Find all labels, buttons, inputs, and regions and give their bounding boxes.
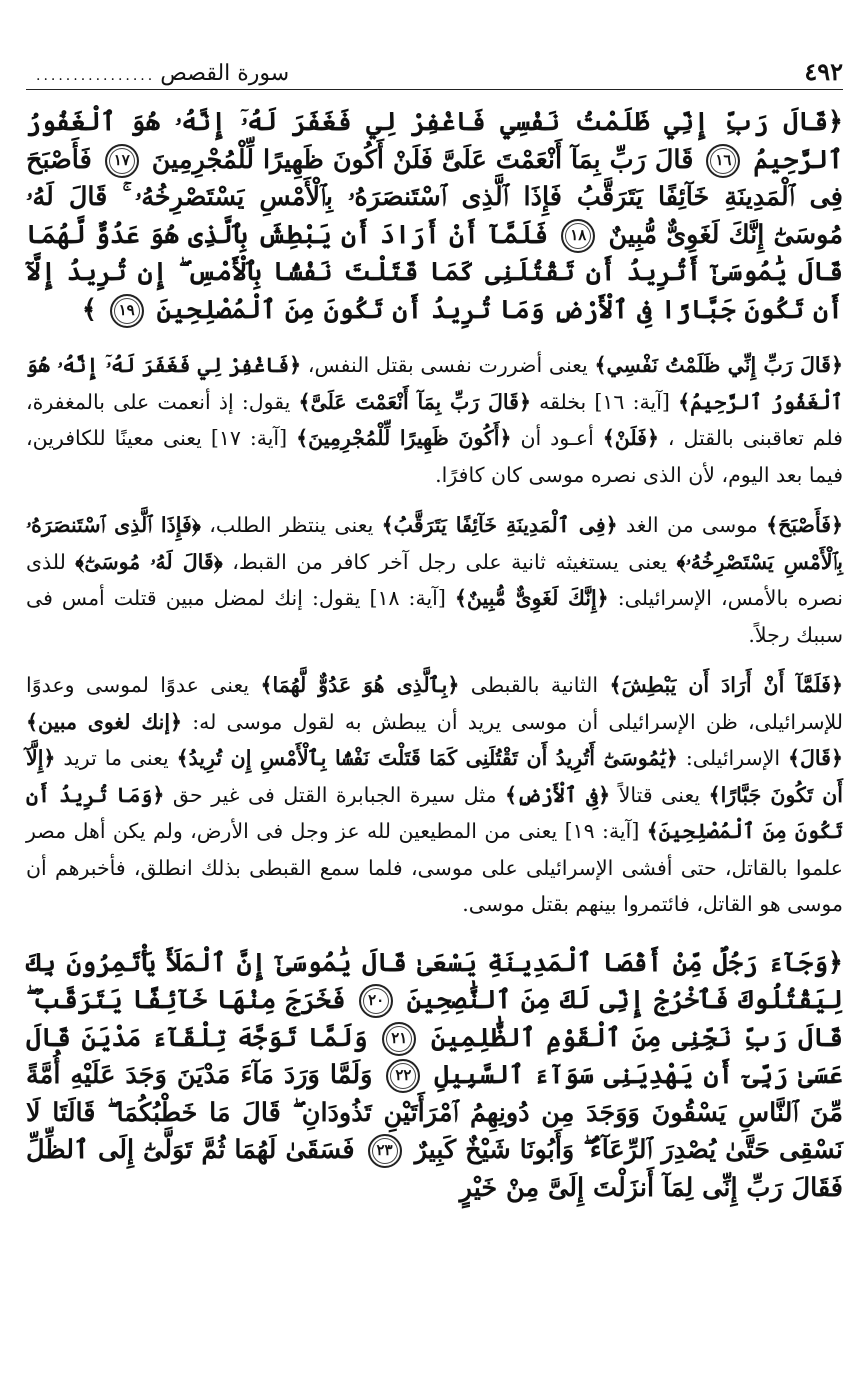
quran-verse-text: فَلَمَّآ أَنْ أَرَادَ أَن يَبْطِشَ بِٱلَّذِى هُوَ عَدُوٌّ لَّهُمَا قَالَ يَٰمُوسَىٰٓ أَتُرِيدُ أَن تَقْتُلَنِى كَمَا قَتَلْتَ نَفْسًۢا بِٱلْأَمْسِ ۖ إِن تُرِيدُ إِلَّآ أَن تَكُونَ جَبَّارًا فِى ٱلْأَرْضِ وَمَا تُرِيدُ أَن تَكُونَ مِنَ ٱلْمُصْلِحِينَ	[26, 219, 843, 325]
commentary-text: يعنى قتالاً	[610, 782, 709, 807]
quoted-verse: ﴿قَالَ لَهُۥ مُوسَىٰٓ﴾	[75, 549, 223, 574]
commentary-text: يعنى يستغيثه ثانية على رجل آخر كافر من القبط،	[222, 549, 677, 574]
quoted-verse: ﴿فَاغْفِرْ لِي فَغَفَرَ لَهُۥٓ إِنَّهُۥ هُوَ ٱلْغَفُورُ ٱلرَّحِيمُ﴾	[26, 353, 844, 414]
quran-verses-bottom	[26, 945, 843, 1208]
quran-verse-text: فَخَرَجَ مِنْهَا خَآئِفًا يَتَرَقَّبُ ۖ قَالَ رَبِّ نَجِّنِى مِنَ ٱلْقَوْمِ ٱلظَّٰلِمِينَ	[26, 985, 843, 1053]
commentary-text: يعنى ينتظر الطلب،	[200, 513, 382, 537]
book-page	[26, 52, 843, 1207]
quran-verse-text: وَلَمَّا تَوَجَّهَ تِلْقَآءَ مَدْيَنَ قَالَ عَسَىٰ رَبِّىٓ أَن يَهْدِيَنِى سَوَآءَ ٱلسَّبِيلِ	[26, 1022, 843, 1090]
quoted-verse: ﴿فِى ٱلْمَدِينَةِ خَآئِفًا يَتَرَقَّبُ﴾	[381, 513, 618, 537]
quoted-verse: ﴿قَالَ رَبِّ إِنِّي ظَلَمْتُ نَفْسِي﴾	[594, 353, 843, 377]
commentary-text: أعـود أن	[511, 426, 603, 450]
ayah-number-marker: ١٦	[706, 144, 740, 178]
ayah-number-marker: ٢١	[382, 1022, 416, 1056]
quoted-verse: ﴿إنك لغوى مبين﴾	[26, 709, 183, 734]
quoted-verse: ﴿فَإِذَا ٱلَّذِى ٱسْتَنصَرَهُۥ بِٱلْأَمْسِ يَسْتَصْرِخُهُۥ﴾	[26, 513, 843, 574]
quoted-verse: ﴿يَٰمُوسَىٰٓ أَتُرِيدُ أَن تَقْتُلَنِى كَمَا قَتَلْتَ نَفْسًۢا بِٱلْأَمْسِ إِن تُرِيدُ﴾	[176, 746, 678, 770]
quoted-verse: ﴿فَلَمَّآ أَنْ أَرَادَ أَن يَبْطِشَ﴾	[609, 673, 843, 697]
tafsir-paragraph-1	[26, 347, 843, 493]
ayah-number-marker: ١٨	[561, 219, 595, 253]
ayah-number-marker: ٢٠	[359, 984, 393, 1018]
ayah-number-marker: ٢٢	[386, 1059, 420, 1093]
tafsir-paragraph-2	[26, 507, 843, 653]
quoted-verse: ﴿وَمَا تُرِيدُ أَن تَكُونَ مِنَ ٱلْمُصْلِحِينَ﴾	[26, 782, 843, 843]
quoted-verse: ﴿فِى ٱلْأَرْضِ﴾	[504, 782, 611, 807]
quoted-verse: ﴿إِلَّآ أَن تَكُونَ جَبَّارًا﴾	[26, 746, 843, 807]
commentary-text: مثل سيرة الجبابرة القتل فى غير حق	[164, 782, 505, 807]
quran-verse-text: قَالَ رَبِّ بِمَآ أَنْعَمْتَ عَلَىَّ فَلَنْ أَكُونَ ظَهِيرًا لِّلْمُجْرِمِينَ	[142, 144, 694, 175]
commentary-text: الإسرائيلى:	[677, 746, 788, 770]
quoted-verse: ﴿إِنَّكَ لَغَوِىٌّ مُّبِينٌ﴾	[454, 586, 609, 610]
quoted-verse: ﴿قَالَ رَبِّ بِمَآ أَنْعَمْتَ عَلَىَّ﴾	[298, 389, 531, 414]
quran-verses-top	[26, 104, 843, 329]
ayah-number-marker: ١٧	[105, 144, 139, 178]
commentary-text: الثانية بالقبطى	[459, 673, 610, 697]
page-header	[26, 52, 843, 90]
quoted-verse: ﴿فَأَصْبَحَ﴾	[766, 513, 844, 537]
quoted-verse: ﴿بِٱلَّذِى هُوَ عَدُوٌّ لَّهُمَا﴾	[260, 673, 460, 697]
commentary-text: يعنى أضررت نفسى بقتل النفس،	[301, 353, 595, 377]
commentary-text: [آية: ١٦] بخلقه	[530, 389, 679, 414]
quoted-verse: ﴿فَلَنْ﴾	[602, 426, 659, 450]
ayah-number-marker: ١٩	[110, 294, 144, 328]
commentary-text: [آية: ١٨] يقول: إنك لمضل مبين قتلت أمس فى سببك رجلاً.	[26, 586, 843, 647]
commentary-text: للذى نصره بالأمس، الإسرائيلى:	[26, 549, 843, 610]
ayah-number-marker: ٢٣	[368, 1134, 402, 1168]
quran-verse-text: فَسَقَىٰ لَهُمَا ثُمَّ تَوَلَّىٰٓ إِلَى ٱلظِّلِّ فَقَالَ رَبِّ إِنِّى لِمَآ أَنزَلْتَ إِلَىَّ مِنْ خَيْرٍ	[26, 1135, 843, 1203]
commentary-text: يعنى عدوًا لموسى وعدوًا للإسرائيلى، ظن الإسرائيلى أن موسى يريد أن يبطش به لقول موسى له:	[26, 673, 843, 734]
quran-verse-text: ﴿وَجَآءَ رَجُلٌ مِّنْ أَقْصَا ٱلْمَدِينَةِ يَسْعَىٰ قَالَ يَٰمُوسَىٰٓ إِنَّ ٱلْمَلَأَ يَأْتَمِرُونَ بِكَ لِيَقْتُلُوكَ فَٱخْرُجْ إِنِّى لَكَ مِنَ ٱلنَّٰصِحِينَ	[26, 947, 843, 1015]
header-dots: ................	[36, 67, 156, 84]
quoted-verse: ﴿قَالَ﴾	[788, 746, 843, 770]
header-right	[26, 61, 289, 86]
page-number: ٤٩٢	[804, 57, 843, 86]
commentary-text: [آية: ١٧] يعنى معينًا للكافرين، فيما بعد اليوم، لأن الذى نصره موسى كان كافرًا.	[26, 426, 843, 487]
tafsir-paragraph-3	[26, 667, 843, 923]
commentary-text: موسى من الغد	[617, 513, 767, 537]
quran-verse-text: وَلَمَّا وَرَدَ مَآءَ مَدْيَنَ وَجَدَ عَلَيْهِ أُمَّةً مِّنَ ٱلنَّاسِ يَسْقُونَ وَوَجَدَ مِن دُونِهِمُ ٱمْرَأَتَيْنِ تَذُودَانِ ۖ قَالَ مَا خَطْبُكُمَا ۖ قَالَتَا لَا نَسْقِى حَتَّىٰ يُصْدِرَ ٱلرِّعَآءُ ۖ وَأَبُونَا شَيْخٌ كَبِيرٌ	[26, 1060, 843, 1165]
quran-verse-text: ﴾	[81, 294, 97, 325]
quran-verse-text: ﴿قَالَ رَبِّ إِنِّي ظَلَمْتُ نَفْسِي فَاغْفِرْ لِي فَغَفَرَ لَهُۥٓ إِنَّهُۥ هُوَ ٱلْغَفُورُ ٱلرَّحِيمُ	[26, 107, 844, 175]
commentary-text: [آية: ١٩] يعنى من المطيعين لله عز وجل فى الأرض، ولم يكن أهل مصر علموا بالقاتل، حتى أفشى الإسرائيلى على موسى، فلما سمع القبطى بذلك انطلق، فأخبرهم أن موسى هو القاتل، فائتمروا بينهم بقتل موسى.	[26, 819, 843, 916]
quran-verse-text: فَأَصْبَحَ فِى ٱلْمَدِينَةِ خَآئِفًا يَتَرَقَّبُ فَإِذَا ٱلَّذِى ٱسْتَنصَرَهُۥ بِٱلْأَمْسِ يَسْتَصْرِخُهُۥ ۚ قَالَ لَهُۥ مُوسَىٰٓ إِنَّكَ لَغَوِىٌّ مُّبِينٌ	[26, 144, 843, 250]
quoted-verse: ﴿أَكُونَ ظَهِيرًا لِّلْمُجْرِمِينَ﴾	[296, 426, 512, 450]
commentary-text: يقول: إذ أنعمت على بالمغفرة، فلم تعاقبنى بالقتل ،	[26, 389, 843, 450]
surah-title: سورة القصص	[160, 61, 290, 86]
commentary-text: يعنى ما تريد	[55, 746, 177, 770]
